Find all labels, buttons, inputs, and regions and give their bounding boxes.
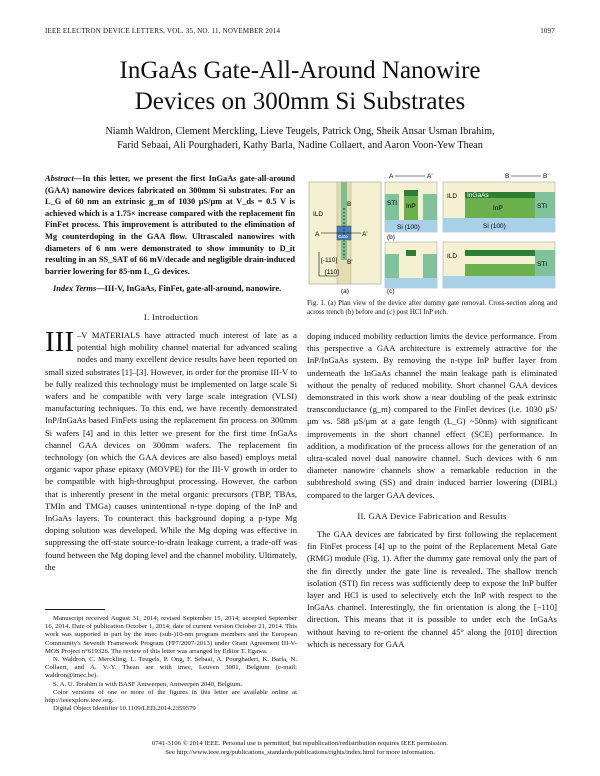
running-header: IEEE ELECTRON DEVICE LETTERS, VOL. 35, NO. 11, NOVEMBER 2014 [45,27,281,35]
abstract-text: —In this letter, we present the first InGaAs gate-all-around (GAA) nanowire devices fabricated on 300mm Si substrates. For an L_G of 60 nm an extrinsic g_m of 1030 μS/μm at V_ds = 0.5 V is achieved which is a 1.75× increase compared with the replacement fin FinFet process. This improvement is attributed to the elimination of Mg counterdoping in the GAA flow. Ultrascaled nanowires with diameters of 6 nm were demonstrated to show immunity to D_it resulting in an SS_SAT of 66 mV/decade and negligible drain-induced barrier lowering for 85-nm L_G devices. [45,174,295,276]
index-terms-text: —III-V, InGaAs, FinFet, gate-all-around, nanowire. [96,284,282,294]
footnote-affiliation: N. Waldron, C. Merckling, L. Teugels, P. Ong, F. Sebaai, A. Pourghaderi, K. Barla, N. Collaert, and A. V.-Y. Thean are with imec, Leuven 3001, Belgium (e-mail: waldron@imec.be). [45,656,297,680]
fig-b2-label-ild: ILD [447,193,458,200]
fig-c2-label-ild: ILD [447,253,458,260]
title-line-2: Devices on 300mm Si Substrates [134,88,466,115]
fig-label-a-prime: A' [362,231,368,238]
fig-b-channel [404,190,418,196]
footnote-received: Manuscript received August 31, 2014; revised September 15, 2014; accepted September 16, 2014. Date of publication October 1, 2014; date of current version October 21, 2014. This work was supported in part by the imec (sub-)10-nm program members and the European Community's Seventh Framework Program (FP7/2007-2013) under Grant Agreement III-V-MOS Project n°619326. The review of this letter was arranged by Editor T. Egawa. [45,615,297,655]
fig-b2-label-si: Si (100) [483,223,506,230]
fig-c2-label-sti: STI [537,261,548,268]
author-list [70,125,530,153]
footnote-rule [45,609,105,610]
copyright-line-2: See http://www.ieee.org/publications_standards/publications/rights/index.html for more information. [165,748,435,756]
fig-c2-ingaas [465,250,535,256]
fig-c2-si [443,276,555,288]
fig-b-label-si: Si (100) [397,224,420,231]
fig-b2-label-ingaas: InGaAs [467,192,489,199]
drop-cap: III [45,326,74,358]
fig-panel-a-label: (a) [341,288,349,295]
footnote-doi: Digital Object Identifier 10.1109/LED.2014.2359579 [53,705,196,713]
authors-line-2: Farid Sebaai, Ali Pourghaderi, Kathy Barla, Nadine Collaert, and Aaron Voon-Yew Thean [117,140,483,151]
right-column [307,330,557,650]
fig-c2-inp [465,264,535,276]
intro-paragraph: –V MATERIALS have attracted much interest of late as a potential high mobility channel material for advanced scaling nodes and many excellent device results have been reported on small sized substrates [1]–[3]. However, in order for the promise III-V to be fully realized this technology must be implemented on large scale Si wafers and be compatible with very large scale integration (VLSI) manufacturing techniques. To this end, we have recently demonstrated InP/InGaAs based FinFets using the replacement fin process on 300mm Si wafers [4] and in this letter we present for the first time InGaAs channel GAA devices on 300mm wafers. The replacement fin technology (on which the GAA devices are also based) employs metal organic vapor phase epitaxy (MOVPE) for the III-V growth in order to be compatible with high-throughput processing. However, the carbon that is inherently present in the metal organic precursors (TBP, TBAs, TMIn and TMGa) causes unintentional n-type doping of the InP and InGaAs layers. To counteract this background doping a p-type Mg doping solution was developed. While the Mg doping was effective in suppressing the off-state source-to-drain leakage current, a trade-off was found between the Mg doping level and the channel mobility. Ultimately, the [45,330,297,572]
fig-top-a-prime: A' [427,173,433,180]
page-number: 1097 [540,27,555,35]
fig-b2-label-inp: InP [493,205,503,212]
fig-label-b: B [347,201,352,208]
fig-c-si [385,278,437,288]
copyright-notice [0,740,600,757]
paper-title [0,55,600,117]
fig-panel-c-label: (c) [387,288,395,295]
section-heading-introduction: I. Introduction [143,312,199,322]
introduction-text [45,326,297,573]
figure-caption: Fig. 1. (a) Plan view of the device after dummy gate removal. Cross-section along and across trench (b) before and (c) post HCl InP etch. [307,299,557,317]
fig-top-b: B [505,173,510,180]
authors-line-1: Niamh Waldron, Clement Merckling, Lieve Teugels, Patrick Ong, Sheik Ansar Usman Ibrahim, [105,126,495,137]
copyright-line-1: 0741-3106 © 2014 IEEE. Personal use is permitted, but republication/redistribution requires IEEE permission. [151,740,449,747]
fig-b-label-sti: STI [387,200,398,207]
fig-b2-label-sti: STI [537,203,548,210]
index-terms-label: Index Terms [53,284,97,294]
fig-panel-b-label: (b) [387,234,395,241]
fig-top-b-prime: B' [543,173,549,180]
fig-label-dir1: [-110] [321,257,338,264]
fig-b-label-inp: InP [406,203,416,210]
section-heading-fabrication: II. GAA Device Fabrication and Results [357,510,507,521]
fig-c-nanowire [406,250,416,256]
fig-top-a: A [389,173,394,180]
figure-1 [307,170,559,295]
fig-label-a: A [315,231,320,238]
footnote-color: Color versions of one or more of the figures in this letter are available online at http://ieeexplore.ieee.org. [45,688,297,705]
abstract [45,173,295,295]
footnotes [45,615,297,713]
fig-label-b-prime: B' [347,259,353,266]
right-paragraph-2: The GAA devices are fabricated by first following the replacement fin FinFet process [4] up to the point of the Replacement Metal Gate (RMG) module (Fig. 1). After the dummy gate removal only the part of the fin directly under the gate line is revealed. The shallow trench isolation (STI) fin recess was sufficiently deep to expose the InP buffer layer and HCl is used to selectively etch the InP with respect to the InGaAs channel. Interestingly, the fin orientation is along the [−110] direction. This means that it is possible to under etch the InGaAs without having to re-orient the channel 45° along the [010] direction which is necessary for GAA [307,529,557,649]
fig-label-gate: Gate [338,234,348,239]
fig-label-dir2: [110] [325,269,339,276]
title-line-1: InGaAs Gate-All-Around Nanowire [119,57,481,84]
footnote-basf: S. A. U. Ibrahim is with BASF Antwerpen, Antwerpen 2040, Belgium. [53,680,243,688]
fig-label-ild-a: ILD [313,211,324,218]
abstract-label: Abstract [45,174,74,183]
right-paragraph-1: doping induced mobility reduction limits the device performance. From this perspective a GAA architecture is extremely attractive for the InP/InGaAs system. By removing the n-type InP buffer layer from underneath the InGaAs channel the main leakage path is eliminated without the penalty of reduced mobility. Short channel GAA devices demonstrated in this work show a near doubling of the peak extrinsic transconductance (g_m) compared to the FinFet devices (i.e. 1030 μS/μm vs. 588 μS/μm at a gate length (L_G) ~50nm) with significant improvements in the short channel effect (SCE) performance. In addition, a modification of the process allows for the generation of an ultra-scaled novel dual nanowire channel. Such devices with 6 nm diameter nanowire channels show a remarkable reduction in the subthreshold swing (SS) and drain induced barrier lowering (DIBL) compared to the larger GAA devices. [307,331,557,500]
